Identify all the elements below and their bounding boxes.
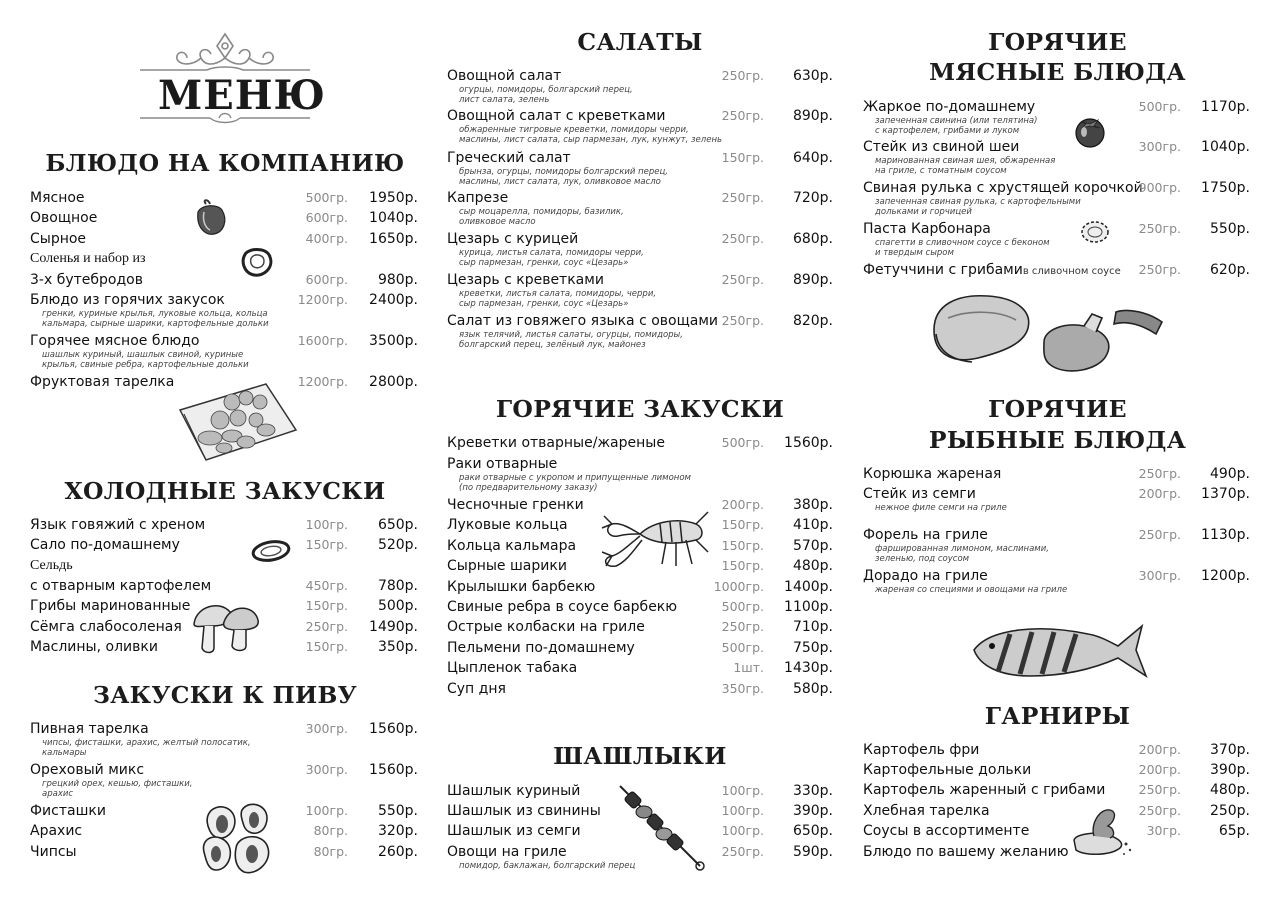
menu-item-name: Кольца кальмара <box>447 538 577 554</box>
menu-item <box>0 433 1280 453</box>
menu-item-price: 380р. <box>792 497 833 513</box>
menu-item-price: 890р. <box>792 272 833 288</box>
menu-item-name: Мясное <box>30 190 85 206</box>
menu-item-price: 1170р. <box>1201 99 1250 115</box>
menu-item <box>0 311 1280 331</box>
menu-item-price: 1040р. <box>1201 139 1250 155</box>
menu-item-weight: 100гр. <box>305 803 348 818</box>
menu-item-price: 620р. <box>1209 262 1250 278</box>
menu-item-price: 260р. <box>377 844 418 860</box>
menu-item-price: 500р. <box>377 598 418 614</box>
menu-item-weight: 350гр. <box>721 681 764 696</box>
menu-item-price: 550р. <box>1209 221 1250 237</box>
menu-item-weight: 150гр. <box>721 150 764 165</box>
menu-item-name: Соусы в ассортименте <box>863 823 1030 839</box>
menu-item-description: оливковое масло <box>459 217 536 227</box>
menu-item-price: 1490р. <box>369 619 418 635</box>
menu-item-price: 2800р. <box>369 374 418 390</box>
menu-item <box>0 484 1280 504</box>
menu-item-weight: 250гр. <box>721 68 764 83</box>
section-title-salads: САЛАТЫ <box>577 28 703 56</box>
section-title-hot-fish-2: РЫБНЫЕ БЛЮДА <box>928 426 1187 454</box>
menu-item-weight: 900гр. <box>1138 180 1181 195</box>
menu-item-price: 640р. <box>792 150 833 166</box>
menu-item-weight: 1шт. <box>733 660 764 675</box>
menu-item-price: 710р. <box>792 619 833 635</box>
menu-item-price: 1100р. <box>784 599 833 615</box>
section-title-cold: ХОЛОДНЫЕ ЗАКУСКИ <box>64 477 386 505</box>
menu-item-weight: 30гр. <box>1146 823 1181 838</box>
menu-item-weight: 1000гр. <box>713 579 764 594</box>
menu-item-name: Шашлык куриный <box>447 783 581 799</box>
menu-item-description: курица, листья салата, помидоры черри, <box>459 248 644 258</box>
menu-item-price: 570р. <box>792 538 833 554</box>
menu-item-weight: 250гр. <box>721 231 764 246</box>
menu-item-weight: 100гр. <box>721 803 764 818</box>
menu-item-name: Чесночные гренки <box>447 497 584 513</box>
menu-item-name: Фисташки <box>30 803 106 819</box>
menu-item-name: Свиные ребра в соусе барбекю <box>447 599 678 615</box>
menu-item-weight: 100гр. <box>721 823 764 838</box>
menu-item-weight: 300гр. <box>1138 139 1181 154</box>
menu-item-name: Картофельные дольки <box>863 762 1032 778</box>
menu-item-price: 680р. <box>792 231 833 247</box>
menu-item-weight: 250гр. <box>721 619 764 634</box>
menu-item-weight: 100гр. <box>721 783 764 798</box>
menu-item-name-suffix: в сливочном соусе <box>1022 266 1121 277</box>
menu-item-price: 250р. <box>1209 803 1250 819</box>
menu-item-price: 480р. <box>792 558 833 574</box>
menu-item <box>0 617 1280 637</box>
menu-item-price: 890р. <box>792 108 833 124</box>
menu-item-price: 720р. <box>792 190 833 206</box>
menu-item-description: с картофелем, грибами и луком <box>875 126 1020 136</box>
menu-item-description: брынза, огурцы, помидоры болгарский перец, <box>459 167 669 177</box>
menu-item-name: Пивная тарелка <box>30 721 149 737</box>
menu-item <box>0 740 1280 760</box>
menu-item-weight: 80гр. <box>313 844 348 859</box>
menu-item-weight: 300гр. <box>1138 568 1181 583</box>
menu-item-name: Острые колбаски на гриле <box>447 619 645 635</box>
menu-item-description: маслины, лист салата, сыр пармезан, лук, кунжут, зелень <box>459 135 723 145</box>
menu-item-name: Дорадо на гриле <box>863 568 988 584</box>
menu-item-weight: 250гр. <box>721 190 764 205</box>
menu-item-description: запеченная свинина (или телятина) <box>875 116 1038 126</box>
menu-item-weight: 500гр. <box>721 640 764 655</box>
menu-item-description: фаршированная лимоном, маслинами, <box>875 544 1049 554</box>
menu-item-description: болгарский перец, зелёный лук, майонез <box>459 340 646 350</box>
menu-item-name: Сырное <box>30 231 87 247</box>
menu-item-price: 1750р. <box>1201 180 1250 196</box>
menu-item-name: Сёмга слабосоленая <box>30 619 182 635</box>
menu-item-name: Арахис <box>30 823 83 839</box>
menu-item-weight: 250гр. <box>721 272 764 287</box>
menu-item-name: Раки отварные <box>447 456 558 472</box>
menu-item-name: Язык говяжий с хреном <box>30 517 206 533</box>
menu-item-weight: 200гр. <box>1138 486 1181 501</box>
menu-item-price: 3500р. <box>369 333 418 349</box>
menu-item-price: 1560р. <box>784 435 833 451</box>
menu-item <box>0 821 1280 841</box>
menu-item <box>0 260 1280 280</box>
menu-item-description: лист салата, зелень <box>459 95 550 105</box>
menu-item-name: Пельмени по-домашнему <box>447 640 635 656</box>
menu-item-weight: 600гр. <box>305 272 348 287</box>
menu-item-price: 1950р. <box>369 190 418 206</box>
menu-item-weight: 250гр. <box>305 619 348 634</box>
menu-item-weight: 300гр. <box>305 762 348 777</box>
menu-item-weight: 1200гр. <box>297 292 348 307</box>
menu-item-description: грецкий орех, кешью, фисташки, <box>42 779 193 789</box>
menu-item-name: Ореховый микс <box>30 762 145 778</box>
menu-item-name: Стейк из семги <box>863 486 976 502</box>
menu-item-name: Овощи на гриле <box>447 844 567 860</box>
menu-item-name: Фетуччини с грибамив сливочном соусе <box>863 262 1121 278</box>
section-title-hot-fish-1: ГОРЯЧИЕ <box>988 395 1127 423</box>
menu-item-price: 550р. <box>377 803 418 819</box>
menu-item-name: Стейк из свиной шеи <box>863 139 1020 155</box>
menu-item-weight: 250гр. <box>1138 803 1181 818</box>
menu-item-name: Креветки отварные/жареные <box>447 435 665 451</box>
menu-item-price: 1650р. <box>369 231 418 247</box>
menu-item-weight: 200гр. <box>721 497 764 512</box>
menu-item-price: 370р. <box>1209 742 1250 758</box>
menu-item <box>0 597 1280 617</box>
menu-item <box>0 566 1280 586</box>
menu-item-weight: 300гр. <box>305 721 348 736</box>
menu-item-weight: 250гр. <box>1138 466 1181 481</box>
menu-item-description: обжаренные тигровые креветки, помидоры черри, <box>459 125 689 135</box>
menu-item-name: Салат из говяжего языка с овощами <box>447 313 719 329</box>
menu-item-price: 1400р. <box>784 579 833 595</box>
menu-item-weight: 150гр. <box>305 537 348 552</box>
menu-item-description: маслины, лист салата, лук, оливковое масло <box>459 177 661 187</box>
section-title-shashlik: ШАШЛЫКИ <box>553 742 727 770</box>
menu-item-description: маринованная свиная шея, обжаренная <box>875 156 1056 166</box>
menu-item-weight: 500гр. <box>721 599 764 614</box>
menu-item-name: с отварным картофелем <box>30 578 212 594</box>
menu-item-weight: 500гр. <box>721 435 764 450</box>
menu-item-price: 750р. <box>792 640 833 656</box>
menu-item <box>0 178 1280 198</box>
menu-item-name: Форель на гриле <box>863 527 988 543</box>
menu-item-description: сыр пармезан, гренки, соус «Цезарь» <box>459 258 629 268</box>
menu-item-price: 480р. <box>1209 782 1250 798</box>
menu-item-weight: 600гр. <box>305 210 348 225</box>
section-title-hot-snacks: ГОРЯЧИЕ ЗАКУСКИ <box>495 395 785 423</box>
menu-item-name: Овощное <box>30 210 98 226</box>
menu-title: МЕНЮ <box>158 72 327 119</box>
menu-item-name: Корюшка жареная <box>863 466 1002 482</box>
menu-item-name: Суп дня <box>447 681 506 697</box>
menu-item-price: 390р. <box>792 803 833 819</box>
menu-item-description: раки отварные с укропом и припущенные лимоном <box>459 473 691 483</box>
menu-item-name: Сало по-домашнему <box>30 537 180 553</box>
menu-item-price: 410р. <box>792 517 833 533</box>
menu-item-name: Картофель жаренный с грибами <box>863 782 1106 798</box>
menu-item-description: кальмары <box>42 748 87 758</box>
menu-item <box>0 719 1280 739</box>
menu-item-description: дольками и горчицей <box>875 207 972 217</box>
menu-item-weight: 150гр. <box>305 639 348 654</box>
menu-item <box>0 66 1280 86</box>
menu-item <box>0 219 1280 239</box>
menu-item-description: и твердым сыром <box>875 248 954 258</box>
menu-item-price: 650р. <box>377 517 418 533</box>
section-title-hot-meat-1: ГОРЯЧИЕ <box>988 28 1127 56</box>
menu-item-name: Шашлык из семги <box>447 823 581 839</box>
menu-item-description: гренки, куриные крылья, луковые кольца, кольца <box>42 309 268 319</box>
menu-item-price: 1430р. <box>784 660 833 676</box>
menu-item <box>0 801 1280 821</box>
menu-item-price: 1560р. <box>369 721 418 737</box>
menu-item-name: Горячее мясное блюдо <box>30 333 200 349</box>
menu-item-description: чипсы, фисташки, арахис, желтый полосатик, <box>42 738 251 748</box>
menu-item-price: 650р. <box>792 823 833 839</box>
menu-item-name: Паста Карбонара <box>863 221 991 237</box>
menu-item-name: Жаркое по-домашнему <box>863 99 1036 115</box>
menu-item <box>0 842 1280 862</box>
menu-item-name: 3-х бутебродов <box>30 272 143 288</box>
menu-item-name: Цыпленок табака <box>447 660 578 676</box>
menu-item-price: 1560р. <box>369 762 418 778</box>
menu-item <box>0 780 1280 800</box>
section-title-beer: ЗАКУСКИ К ПИВУ <box>92 681 358 709</box>
menu-item-description: арахис <box>42 789 74 799</box>
menu-item-name: Хлебная тарелка <box>863 803 990 819</box>
menu-item-price: 820р. <box>792 313 833 329</box>
menu-item-price: 65р. <box>1218 823 1250 839</box>
menu-item-price: 520р. <box>377 537 418 553</box>
menu-item-description: жареная со специями и овощами на гриле <box>875 585 1068 595</box>
menu-item-name: Овощной салат <box>447 68 562 84</box>
menu-item <box>0 658 1280 678</box>
menu-item-weight: 150гр. <box>305 598 348 613</box>
menu-item-name: Картофель фри <box>863 742 980 758</box>
menu-item-price: 780р. <box>377 578 418 594</box>
menu-item-price: 320р. <box>377 823 418 839</box>
menu-item-description: шашлык куриный, шашлык свиной, куриные <box>42 350 244 360</box>
menu-item-price: 630р. <box>792 68 833 84</box>
menu-item-weight: 250гр. <box>721 844 764 859</box>
menu-item-description: спагетти в сливочном соусе с беконом <box>875 238 1050 248</box>
section-title-hot-meat-2: МЯСНЫЕ БЛЮДА <box>929 58 1186 86</box>
menu-item-name: Капрезе <box>447 190 509 206</box>
menu-item-weight: 250гр. <box>1138 527 1181 542</box>
menu-item-description: зеленью, под соусом <box>875 554 970 564</box>
menu-item-weight: 80гр. <box>313 823 348 838</box>
menu-item <box>0 638 1280 658</box>
menu-item-description: помидор, баклажан, болгарский перец <box>459 861 636 871</box>
menu-item <box>0 464 1280 484</box>
menu-item-weight: 150гр. <box>721 538 764 553</box>
menu-item <box>0 760 1280 780</box>
menu-item-weight: 200гр. <box>1138 762 1181 777</box>
menu-item-weight: 500гр. <box>305 190 348 205</box>
menu-item <box>0 97 1280 117</box>
menu-item-weight: 150гр. <box>721 558 764 573</box>
menu-item-weight: 1600гр. <box>297 333 348 348</box>
menu-item-name-line1: Соленья и набор из <box>30 251 146 266</box>
menu-item-price: 350р. <box>377 639 418 655</box>
menu-item-description: (по предварительному заказу) <box>459 483 598 493</box>
menu-item-name: Луковые кольца <box>447 517 568 533</box>
menu-item-name: Свиная рулька с хрустящей корочкой <box>863 180 1143 196</box>
menu-item-description: огурцы, помидоры, болгарский перец, <box>459 85 633 95</box>
menu-item-weight: 1200гр. <box>297 374 348 389</box>
menu-item-weight: 250гр. <box>1138 782 1181 797</box>
menu-item-description: кальмара, сырные шарики, картофельные дольки <box>42 319 269 329</box>
menu-item-name: Крылышки барбекю <box>447 579 596 595</box>
menu-item-name-line1: Сельдь <box>30 558 73 573</box>
menu-item-weight: 250гр. <box>721 313 764 328</box>
menu-item <box>0 137 1280 157</box>
menu-item-name: Сырные шарики <box>447 558 567 574</box>
menu-item-description: язык телячий, листья салаты, огурцы, помидоры, <box>459 330 683 340</box>
menu-item-price: 490р. <box>1209 466 1250 482</box>
menu-item-name: Блюдо по вашему желанию <box>863 844 1069 860</box>
menu-item-description: на гриле, с томатным соусом <box>875 166 1007 176</box>
menu-item-name: Блюдо из горячих закусок <box>30 292 225 308</box>
menu-item-weight: 450гр. <box>305 578 348 593</box>
menu-item-description: креветки, листья салата, помидоры, черри, <box>459 289 657 299</box>
menu-item <box>0 679 1280 699</box>
menu-item-price: 2400р. <box>369 292 418 308</box>
menu-item-description: крылья, свиные ребра, картофельные дольки <box>42 360 249 370</box>
menu-item-weight: 400гр. <box>305 231 348 246</box>
menu-item <box>0 525 1280 545</box>
menu-item-weight: 250гр. <box>1138 262 1181 277</box>
menu-item-weight: 250гр. <box>1138 221 1181 236</box>
menu-item-price: 1370р. <box>1201 486 1250 502</box>
menu-item-price: 980р. <box>377 272 418 288</box>
menu-item-price: 1040р. <box>369 210 418 226</box>
menu-item-price: 330р. <box>792 783 833 799</box>
menu-item-name: Грибы маринованные <box>30 598 191 614</box>
menu-item-price: 580р. <box>792 681 833 697</box>
menu-item-name: Греческий салат <box>447 150 571 166</box>
menu-item-description: нежное филе семги на гриле <box>875 503 1007 513</box>
menu-item-price: 1130р. <box>1201 527 1250 543</box>
menu-item-name: Маслины, оливки <box>30 639 158 655</box>
menu-item-name: Цезарь с креветками <box>447 272 604 288</box>
menu-item <box>0 372 1280 392</box>
menu-item-weight: 150гр. <box>721 517 764 532</box>
menu-item-price: 590р. <box>792 844 833 860</box>
menu-item-description: сыр пармезан, гренки, соус «Цезарь» <box>459 299 629 309</box>
menu-item-description: сыр моцарелла, помидоры, базилик, <box>459 207 624 217</box>
menu-item-weight: 250гр. <box>721 108 764 123</box>
menu-item-name: Шашлык из свинины <box>447 803 601 819</box>
section-title-garnish: ГАРНИРЫ <box>984 702 1131 730</box>
menu-item-weight: 100гр. <box>305 517 348 532</box>
menu-item-name: Овощной салат с креветками <box>447 108 666 124</box>
section-title-company: БЛЮДО НА КОМПАНИЮ <box>45 149 405 177</box>
menu-item-name: Чипсы <box>30 844 77 860</box>
menu-item-weight: 500гр. <box>1138 99 1181 114</box>
menu-item-name: Фруктовая тарелка <box>30 374 175 390</box>
menu-item-price: 390р. <box>1209 762 1250 778</box>
menu-item-name: Цезарь с курицей <box>447 231 579 247</box>
menu-item-weight: 200гр. <box>1138 742 1181 757</box>
menu-item-description: запеченная свиная рулька, с картофельными <box>875 197 1081 207</box>
menu-item-price: 1200р. <box>1201 568 1250 584</box>
